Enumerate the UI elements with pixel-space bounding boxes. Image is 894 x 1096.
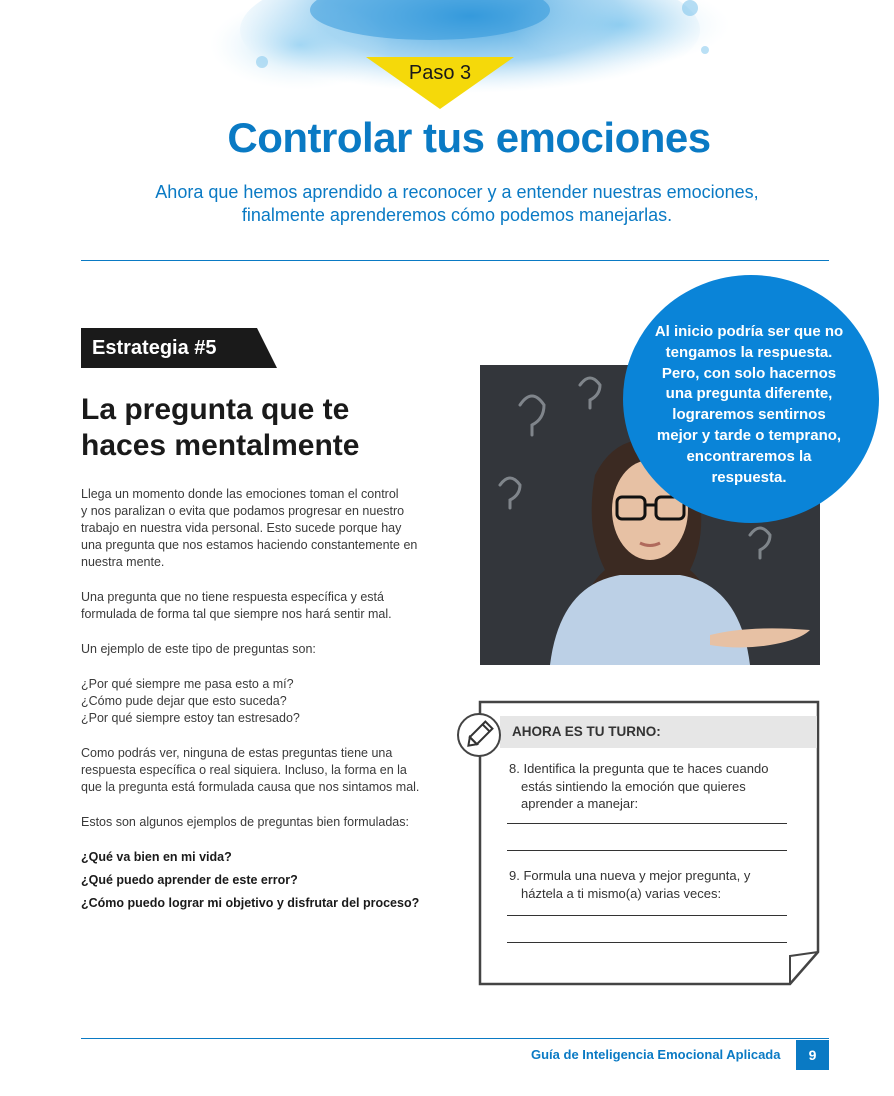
text-line: Como podrás ver, ninguna de estas preguntas tiene una — [81, 746, 393, 760]
text-line: Llega un momento donde las emociones toman el control — [81, 487, 399, 501]
good-question-2: ¿Qué puedo aprender de este error? — [81, 873, 298, 887]
callout-line: encontraremos la — [686, 447, 812, 465]
paragraph-5 — [81, 745, 441, 796]
paragraph-6 — [81, 814, 441, 831]
task-line: aprender a manejar: — [521, 796, 639, 811]
section-title — [81, 392, 359, 464]
text-line: una pregunta que nos estamos haciendo constantemente en — [81, 538, 418, 552]
callout-line: tengamos la respuesta. — [665, 343, 833, 361]
page-title: Controlar tus emociones — [227, 114, 711, 161]
callout-line: lograremos sentirnos — [672, 406, 826, 424]
task-line: estás sintiendo la emoción que quieres — [521, 778, 746, 794]
task-9 — [509, 867, 789, 902]
text-line: Estos son algunos ejemplos de preguntas bien formuladas: — [81, 815, 409, 829]
list-item: ¿Cómo pude dejar que esto suceda? — [81, 694, 287, 708]
callout-line: Pero, con solo hacernos — [661, 364, 837, 382]
answer-line[interactable] — [507, 915, 787, 916]
strategy-label: Estrategia #5 — [92, 337, 217, 359]
footer-guide-title: Guía de Inteligencia Emocional Aplicada — [531, 1047, 781, 1062]
callout-line: mejor y tarde o temprano, — [656, 426, 842, 444]
pencil-icon — [457, 713, 501, 757]
callout-line: una pregunta diferente, — [665, 385, 833, 403]
paragraph-1 — [81, 486, 441, 571]
text-line: Un ejemplo de este tipo de preguntas son: — [81, 642, 316, 656]
paragraph-3 — [81, 641, 441, 658]
step-label: Paso 3 — [408, 62, 472, 84]
section-title-line-1: La pregunta que te — [81, 393, 350, 426]
callout-line: Al inicio podría ser que no — [654, 323, 844, 340]
text-line: nuestra mente. — [81, 555, 165, 569]
top-divider — [81, 260, 829, 261]
good-question-3: ¿Cómo puedo lograr mi objetivo y disfrutar del proceso? — [81, 896, 420, 910]
exercise-heading: AHORA ES TU TURNO: — [512, 724, 661, 739]
good-question-1: ¿Qué va bien en mi vida? — [81, 850, 232, 864]
text-line: y nos paralizan o evita que podamos progresar en nuestro — [81, 504, 405, 518]
footer-divider — [81, 1038, 829, 1039]
paragraph-2 — [81, 589, 441, 623]
list-item: ¿Por qué siempre estoy tan estresado? — [81, 711, 300, 725]
answer-line[interactable] — [507, 823, 787, 824]
task-line: 9. Formula una nueva y mejor pregunta, y — [509, 868, 751, 883]
callout-line: respuesta. — [711, 468, 787, 486]
task-line: 8. Identifica la pregunta que te haces cuando — [509, 761, 769, 776]
intro-line-2: finalmente aprenderemos cómo podemos manejarlas. — [241, 205, 673, 225]
text-line: trabajo en nuestra vida personal. Esto sucede porque hay — [81, 521, 402, 535]
text-line: que la pregunta está formulada causa que nos sintamos mal. — [81, 780, 420, 794]
section-title-line-2: haces mentalmente — [81, 429, 360, 462]
page-number: 9 — [808, 1047, 817, 1063]
text-line: respuesta específica o real siquiera. Incluso, la forma en la — [81, 763, 407, 777]
answer-line[interactable] — [507, 850, 787, 851]
task-8 — [509, 760, 789, 813]
bad-questions-list — [81, 676, 441, 727]
text-line: formulada de forma tal que siempre nos hará sentir mal. — [81, 607, 392, 621]
callout-text — [646, 322, 852, 488]
list-item: ¿Por qué siempre me pasa esto a mí? — [81, 677, 294, 691]
text-line: Una pregunta que no tiene respuesta específica y está — [81, 590, 384, 604]
intro-line-1: Ahora que hemos aprendido a reconocer y a entender nuestras emociones, — [155, 182, 759, 202]
task-line: háztela a ti mismo(a) varias veces: — [521, 885, 722, 901]
answer-line[interactable] — [507, 942, 787, 943]
